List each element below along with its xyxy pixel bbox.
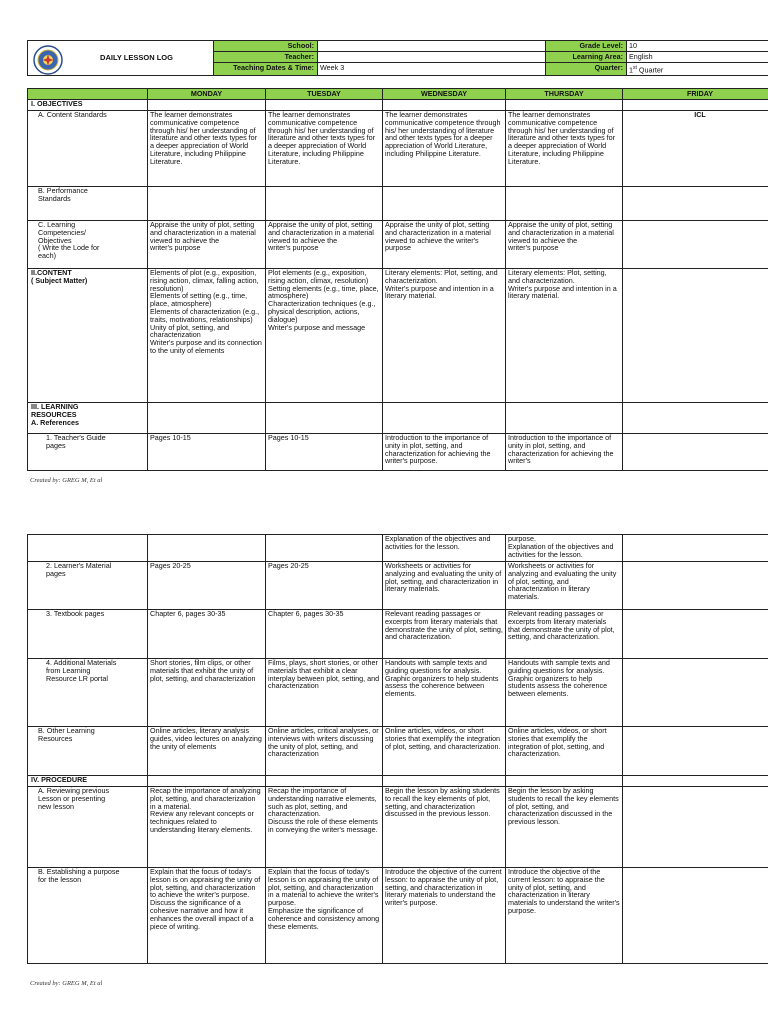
row-label-performance-standards: B. Performance Standards xyxy=(28,187,148,221)
teachers-guide-continued-tuesday-cell[interactable] xyxy=(266,535,383,562)
content-subject-matter-wednesday-cell[interactable]: Literary elements: Plot, setting, and characterization. Writer's purpose and intention in a literary material. xyxy=(383,269,506,403)
row-label-teachers-guide-pages: 1. Teacher's Guide pages xyxy=(28,434,148,471)
row-procedure xyxy=(28,776,768,787)
additional-materials-monday-cell[interactable]: Short stories, film clips, or other materials that exhibit the unity of plot, setting, and characterization xyxy=(148,659,266,727)
teachers-guide-pages-thursday-cell[interactable]: Introduction to the importance of unity in plot, setting, and characterization for achieving the writer's xyxy=(506,434,623,471)
teacher-field[interactable] xyxy=(318,52,546,63)
row-learners-material-pages xyxy=(28,562,768,610)
procedure-tuesday-cell[interactable] xyxy=(266,776,383,787)
row-label-teachers-guide-continued xyxy=(28,535,148,562)
learners-material-pages-wednesday-cell[interactable]: Worksheets or activities for analyzing and evaluating the unity of plot, setting, and characterization in literary materials. xyxy=(383,562,506,610)
teaching-dates-field[interactable]: Week 3 xyxy=(318,63,546,76)
lesson-log-table-page1 xyxy=(27,88,768,471)
quarter-field[interactable]: 1st Quarter xyxy=(627,63,768,76)
content-subject-matter-friday-cell[interactable] xyxy=(623,269,768,403)
textbook-pages-thursday-cell[interactable]: Relevant reading passages or excerpts from literary materials that demonstrate the unity of plot, setting, and characterization. xyxy=(506,610,623,659)
footer-credit-page1: Created by: GREG M, Et al xyxy=(30,477,103,484)
teachers-guide-continued-wednesday-cell[interactable]: Explanation of the objectives and activities for the lesson. xyxy=(383,535,506,562)
objectives-friday-cell[interactable] xyxy=(623,100,768,111)
day-header-thursday: THURSDAY xyxy=(506,89,623,100)
day-header-friday: FRIDAY xyxy=(623,89,768,100)
teaching-dates-label: Teaching Dates & Time: xyxy=(214,63,318,76)
row-label-textbook-pages: 3. Textbook pages xyxy=(28,610,148,659)
learning-competencies-friday-cell[interactable] xyxy=(623,221,768,269)
establishing-purpose-monday-cell[interactable]: Explain that the focus of today's lesson is on appraising the unity of plot, setting, and characterization to achieve the writer's purpose. Discuss the significance of a cohesive narrative and how it enhances the overall impact of a piece of writing. xyxy=(148,868,266,964)
content-standards-monday-cell[interactable]: The learner demonstrates communicative competence through his/ her understanding of literature and other texts types for a deeper appreciation of World Literature, including Philippine Literature. xyxy=(148,111,266,187)
learning-resources-tuesday-cell[interactable] xyxy=(266,403,383,434)
row-label-establishing-purpose: B. Establishing a purpose for the lesson xyxy=(28,868,148,964)
teachers-guide-pages-monday-cell[interactable]: Pages 10-15 xyxy=(148,434,266,471)
content-subject-matter-tuesday-cell[interactable]: Plot elements (e.g., exposition, rising action, climax, resolution) Setting elements (e.g., time, place, atmosphere) Characterization techniques (e.g., physical description, actions, dialogue) Writer's purpose and message xyxy=(266,269,383,403)
learners-material-pages-tuesday-cell[interactable]: Pages 20-25 xyxy=(266,562,383,610)
additional-materials-friday-cell[interactable] xyxy=(623,659,768,727)
row-label-procedure: IV. PROCEDURE xyxy=(28,776,148,787)
row-content-subject-matter xyxy=(28,269,768,403)
row-label-reviewing-previous-lesson: A. Reviewing previous Lesson or presenting new lesson xyxy=(28,787,148,868)
establishing-purpose-wednesday-cell[interactable]: Introduce the objective of the current lesson: to appraise the unity of plot, setting, and characterization in literary materials to understand the writer's purpose. xyxy=(383,868,506,964)
learning-area-field[interactable]: English xyxy=(627,52,768,63)
row-learning-resources xyxy=(28,403,768,434)
row-label-learning-competencies: C. Learning Competencies/ Objectives ( Write the Lode for each) xyxy=(28,221,148,269)
objectives-monday-cell[interactable] xyxy=(148,100,266,111)
textbook-pages-monday-cell[interactable]: Chapter 6, pages 30-35 xyxy=(148,610,266,659)
learning-competencies-monday-cell[interactable]: Appraise the unity of plot, setting and characterization in a material viewed to achieve the writer's purpose xyxy=(148,221,266,269)
other-learning-resources-tuesday-cell[interactable]: Online articles, critical analyses, or interviews with writers discussing the unity of plot, setting, and characterization xyxy=(266,727,383,776)
establishing-purpose-tuesday-cell[interactable]: Explain that the focus of today's lesson is on appraising the unity of plot, setting, and characterization in a material to achieve the writer's purpose. Emphasize the significance of coherence and consistency among these elements. xyxy=(266,868,383,964)
teachers-guide-pages-wednesday-cell[interactable]: Introduction to the importance of unity in plot, setting, and characterization for achieving the writer's purpose. xyxy=(383,434,506,471)
additional-materials-thursday-cell[interactable]: Handouts with sample texts and guiding questions for analysis. Graphic organizers to help students assess the coherence between elements. xyxy=(506,659,623,727)
content-subject-matter-monday-cell[interactable]: Elements of plot (e.g., exposition, rising action, climax, falling action, resolution) Elements of setting (e.g., time, place, atmosphere) Elements of characterization (e.g., traits, motivations, relationships) Unity of plot, setting, and characterization Writer's purpose and its connection to the unity of elements xyxy=(148,269,266,403)
learning-resources-wednesday-cell[interactable] xyxy=(383,403,506,434)
learning-competencies-wednesday-cell[interactable]: Appraise the unity of plot, setting and characterization in a material viewed to achieve the writer's purpose xyxy=(383,221,506,269)
learning-area-label: Learning Area: xyxy=(546,52,627,63)
textbook-pages-wednesday-cell[interactable]: Relevant reading passages or excerpts from literary materials that demonstrate the unity of plot, setting, and characterization. xyxy=(383,610,506,659)
learning-competencies-tuesday-cell[interactable]: Appraise the unity of plot, setting and characterization in a material viewed to achieve the writer's purpose xyxy=(266,221,383,269)
reviewing-previous-lesson-friday-cell[interactable] xyxy=(623,787,768,868)
teachers-guide-continued-thursday-cell[interactable]: purpose. Explanation of the objectives and activities for the lesson. xyxy=(506,535,623,562)
content-standards-friday-cell[interactable]: ICL xyxy=(623,111,768,187)
row-establishing-purpose xyxy=(28,868,768,964)
performance-standards-monday-cell[interactable] xyxy=(148,187,266,221)
reviewing-previous-lesson-tuesday-cell[interactable]: Recap the importance of understanding narrative elements, such as plot, setting, and characterization. Discuss the role of these elements in conveying the writer's message. xyxy=(266,787,383,868)
school-field[interactable] xyxy=(318,41,546,52)
content-standards-thursday-cell[interactable]: The learner demonstrates communicative competence through his/ her understanding of literature and other texts types for a deeper appreciation of World Literature, including Philippine Literature. xyxy=(506,111,623,187)
reviewing-previous-lesson-monday-cell[interactable]: Recap the importance of analyzing plot, setting, and characterization in a material. Review any relevant concepts or techniques related to understanding literary elements. xyxy=(148,787,266,868)
learning-resources-thursday-cell[interactable] xyxy=(506,403,623,434)
other-learning-resources-monday-cell[interactable]: Online articles, literary analysis guides, video lectures on analyzing the unity of elements xyxy=(148,727,266,776)
procedure-friday-cell[interactable] xyxy=(623,776,768,787)
row-content-standards xyxy=(28,111,768,187)
other-learning-resources-thursday-cell[interactable]: Online articles, videos, or short stories that exemplify the integration of plot, setting, and characterization. xyxy=(506,727,623,776)
learning-competencies-thursday-cell[interactable]: Appraise the unity of plot, setting and characterization in a material viewed to achieve the writer's purpose xyxy=(506,221,623,269)
learners-material-pages-thursday-cell[interactable]: Worksheets or activities for analyzing and evaluating the unity of plot, setting, and characterization in literary materials. xyxy=(506,562,623,610)
establishing-purpose-thursday-cell[interactable]: Introduce the objective of the current lesson: to appraise the unity of plot, setting, and characterization in literary materials to understand the writer's purpose. xyxy=(506,868,623,964)
other-learning-resources-wednesday-cell[interactable]: Online articles, videos, or short stories that exemplify the integration of plot, setting, and characterization. xyxy=(383,727,506,776)
learning-resources-monday-cell[interactable] xyxy=(148,403,266,434)
row-label-other-learning-resources: B. Other Learning Resources xyxy=(28,727,148,776)
reviewing-previous-lesson-wednesday-cell[interactable]: Begin the lesson by asking students to recall the key elements of plot, setting, and characterization discussed in the previous lesson. xyxy=(383,787,506,868)
row-textbook-pages xyxy=(28,610,768,659)
teachers-guide-pages-friday-cell[interactable] xyxy=(623,434,768,471)
row-label-additional-materials: 4. Additional Materials from Learning Resource LR portal xyxy=(28,659,148,727)
row-teachers-guide-continued xyxy=(28,535,768,562)
establishing-purpose-friday-cell[interactable] xyxy=(623,868,768,964)
day-header-wednesday: WEDNESDAY xyxy=(383,89,506,100)
learners-material-pages-monday-cell[interactable]: Pages 20-25 xyxy=(148,562,266,610)
performance-standards-friday-cell[interactable] xyxy=(623,187,768,221)
row-label-content-subject-matter: II.CONTENT ( Subject Matter) xyxy=(28,269,148,403)
procedure-monday-cell[interactable] xyxy=(148,776,266,787)
teachers-guide-pages-tuesday-cell[interactable]: Pages 10-15 xyxy=(266,434,383,471)
other-learning-resources-friday-cell[interactable] xyxy=(623,727,768,776)
footer-credit-page2: Created by: GREG M, Et al xyxy=(30,980,103,987)
grade-level-field[interactable]: 10 xyxy=(627,41,768,52)
school-label: School: xyxy=(214,41,318,52)
row-objectives xyxy=(28,100,768,111)
content-standards-tuesday-cell[interactable]: The learner demonstrates communicative competence through his/ her understanding of literature and other texts types for a deeper appreciation of World Literature, including Philippine Literature. xyxy=(266,111,383,187)
objectives-wednesday-cell[interactable] xyxy=(383,100,506,111)
learning-resources-friday-cell[interactable] xyxy=(623,403,768,434)
day-header-row xyxy=(28,89,768,100)
row-reviewing-previous-lesson xyxy=(28,787,768,868)
corner-cell xyxy=(28,89,148,100)
day-header-tuesday: TUESDAY xyxy=(266,89,383,100)
teachers-guide-continued-monday-cell[interactable] xyxy=(148,535,266,562)
performance-standards-thursday-cell[interactable] xyxy=(506,187,623,221)
procedure-thursday-cell[interactable] xyxy=(506,776,623,787)
learners-material-pages-friday-cell[interactable] xyxy=(623,562,768,610)
teacher-label: Teacher: xyxy=(214,52,318,63)
teachers-guide-continued-friday-cell[interactable] xyxy=(623,535,768,562)
row-teachers-guide-pages xyxy=(28,434,768,471)
row-label-objectives: I. OBJECTIVES xyxy=(28,100,148,111)
content-standards-wednesday-cell[interactable]: The learner demonstrates communicative competence through his/ her understanding of literature and other texts types for a deeper appreciation of World Literature, including Philippine Literature. xyxy=(383,111,506,187)
grade-level-label: Grade Level: xyxy=(546,41,627,52)
quarter-label: Quarter: xyxy=(546,63,627,76)
textbook-pages-tuesday-cell[interactable]: Chapter 6, pages 30-35 xyxy=(266,610,383,659)
row-additional-materials xyxy=(28,659,768,727)
textbook-pages-friday-cell[interactable] xyxy=(623,610,768,659)
objectives-tuesday-cell[interactable] xyxy=(266,100,383,111)
additional-materials-wednesday-cell[interactable]: Handouts with sample texts and guiding questions for analysis. Graphic organizers to help students assess the coherence between elements. xyxy=(383,659,506,727)
performance-standards-tuesday-cell[interactable] xyxy=(266,187,383,221)
row-label-learners-material-pages: 2. Learner's Material pages xyxy=(28,562,148,610)
procedure-wednesday-cell[interactable] xyxy=(383,776,506,787)
document-title: DAILY LESSON LOG xyxy=(28,41,214,76)
row-label-learning-resources: III. LEARNING RESOURCES A. References xyxy=(28,403,148,434)
lesson-log-table-page2 xyxy=(27,534,768,964)
row-performance-standards xyxy=(28,187,768,221)
reviewing-previous-lesson-thursday-cell[interactable]: Begin the lesson by asking students to recall the key elements of plot, setting, and characterization discussed in the previous lesson. xyxy=(506,787,623,868)
header-table xyxy=(27,40,768,76)
performance-standards-wednesday-cell[interactable] xyxy=(383,187,506,221)
objectives-thursday-cell[interactable] xyxy=(506,100,623,111)
day-header-monday: MONDAY xyxy=(148,89,266,100)
row-other-learning-resources xyxy=(28,727,768,776)
additional-materials-tuesday-cell[interactable]: Films, plays, short stories, or other materials that exhibit a clear interplay between plot, setting, and characterization xyxy=(266,659,383,727)
row-learning-competencies xyxy=(28,221,768,269)
row-label-content-standards: A. Content Standards xyxy=(28,111,148,187)
content-subject-matter-thursday-cell[interactable]: Literary elements: Plot, setting, and characterization. Writer's purpose and intention in a literary material. xyxy=(506,269,623,403)
